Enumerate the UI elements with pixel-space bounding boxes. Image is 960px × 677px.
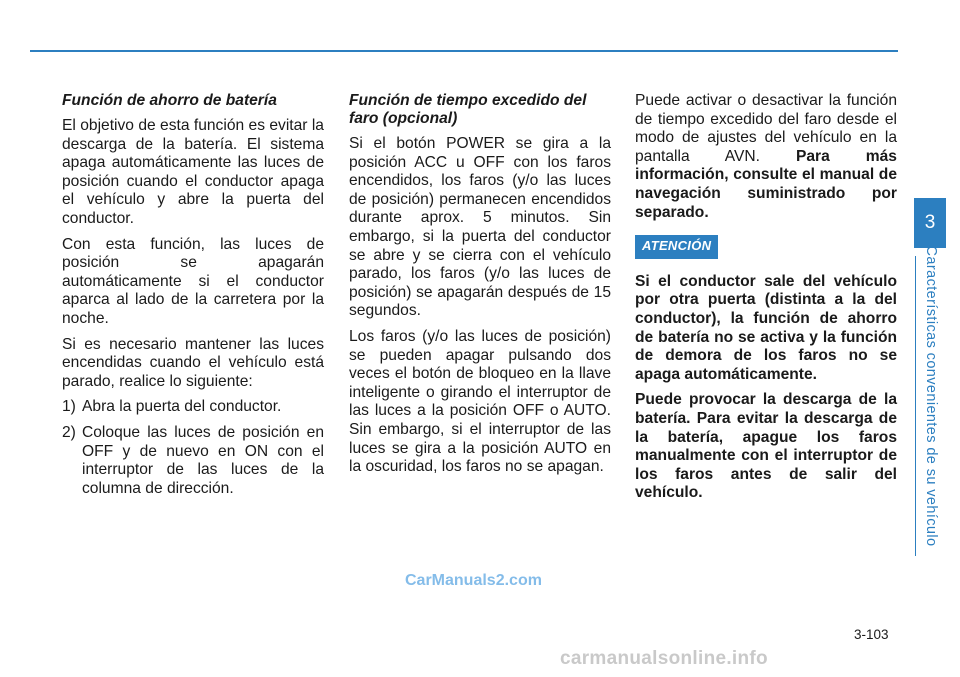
step-text: Abra la puerta del conductor. [82,398,282,416]
column-headlamp-delay [349,92,611,484]
warning-paragraph: Si el conductor sale del vehículo por otra puerta (distinta a la del conductor), la función de ahorro de batería no se activa y la función de demora de los faros no se apaga automáticamente. [635,272,897,383]
step-text: Coloque las luces de posición en OFF y de nuevo en ON con el interruptor de las luces de la columna de dirección. [82,423,324,497]
intro-text: Puede activar o desactivar la función de tiempo excedido del faro desde el modo de ajustes del vehículo en la pantalla AVN. [635,92,897,165]
watermark-footer: carmanualsonline.info [560,648,768,669]
page-number: 3-103 [854,627,889,642]
intro-bold-text: Para más información, consulte el manual de navegación suministrado por separado. [635,147,897,221]
chapter-title: Características convenientes de su vehículo [923,245,939,547]
list-item [62,424,324,498]
paragraph: Los faros (y/o las luces de posición) se pueden apagar pulsando dos veces el botón de bloqueo en la llave inteligente o girando el interruptor de las luces a la posición OFF o AUTO. Sin embargo, si el interruptor de las luces se gira a la posición AUTO en la oscuridad, los faros no se apagan. [349,327,611,476]
chapter-tab: 3 [914,198,946,248]
paragraph: Con esta función, las luces de posición se apagarán automáticamente si el conductor aparca al lado de la carretera por la noche. [62,235,324,327]
warning-paragraph: Puede provocar la descarga de la batería. Para evitar la descarga de la batería, apague los faros manualmente con el interruptor de los faros antes de salir del vehículo. [635,391,897,502]
step-number: 1) [62,398,76,416]
section-heading-battery-saver: Función de ahorro de batería [62,92,277,109]
sidebar-divider [915,256,916,556]
paragraph [635,92,897,222]
column-settings-and-warning [635,92,897,510]
section-heading-headlamp-delay: Función de tiempo excedido del faro (opcional) [349,92,587,127]
column-battery-saver [62,92,324,505]
header-rule [30,50,898,52]
list-item [62,398,324,417]
step-number: 2) [62,423,76,441]
paragraph: El objetivo de esta función es evitar la descarga de la batería. El sistema apaga automáticamente las luces de posición cuando el conductor apaga el vehículo y abre la puerta del conductor. [62,117,324,227]
attention-badge: ATENCIÓN [635,235,718,259]
watermark-logo: CarManuals2.com [405,572,542,589]
paragraph: Si es necesario mantener las luces encendidas cuando el vehículo está parado, realice lo siguiente: [62,335,324,390]
paragraph: Si el botón POWER se gira a la posición ACC u OFF con los faros encendidos, los faros (y/o las luces de posición) permanecen encendidos durante aprox. 5 minutos. Sin embargo, si la puerta del conductor se abre y se cierra con el vehículo parado, los faros (y/o las luces de posición) se apagarán después de 15 segundos. [349,135,611,320]
